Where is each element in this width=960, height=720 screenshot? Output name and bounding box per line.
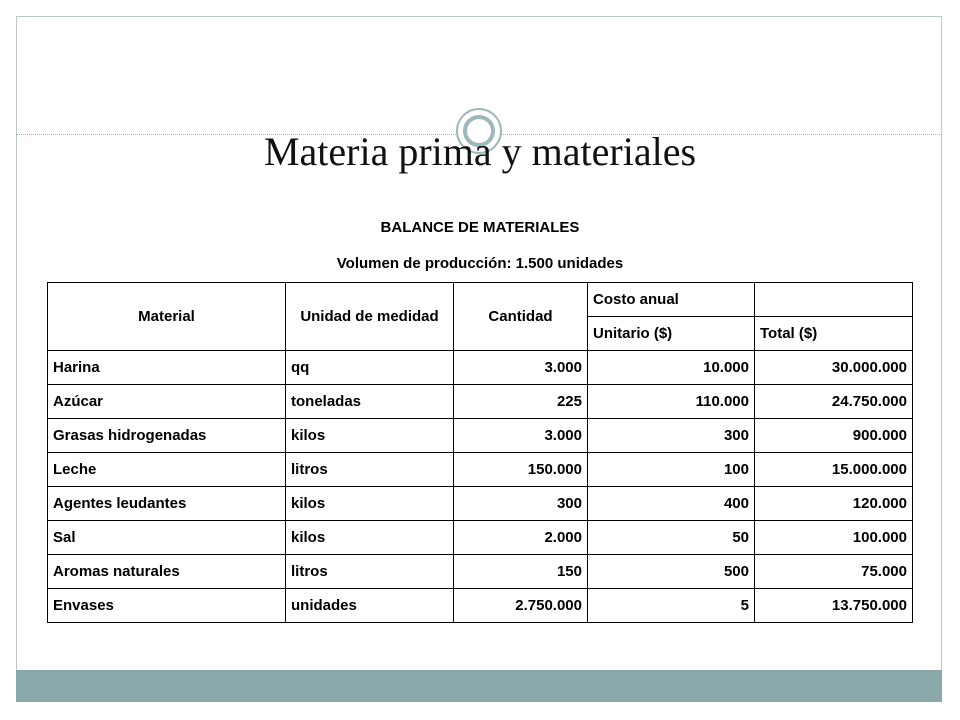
- table-row: [48, 555, 913, 589]
- header-total: Total ($): [755, 317, 913, 351]
- cell-unit: litros: [286, 555, 454, 589]
- table-row: [48, 385, 913, 419]
- cell-total: 120.000: [755, 487, 913, 521]
- cell-material: Grasas hidrogenadas: [48, 419, 286, 453]
- header-unit-cost: Unitario ($): [588, 317, 755, 351]
- header-annual-cost: Costo anual: [588, 283, 755, 317]
- cell-unit: unidades: [286, 589, 454, 623]
- cell-material: Sal: [48, 521, 286, 555]
- cell-total: 13.750.000: [755, 589, 913, 623]
- header-empty-cell: [755, 283, 913, 317]
- slide-title: Materia prima y materiales: [263, 129, 697, 174]
- cell-material: Agentes leudantes: [48, 487, 286, 521]
- cell-unit: kilos: [286, 487, 454, 521]
- cell-total: 15.000.000: [755, 453, 913, 487]
- cell-unit-cost: 110.000: [588, 385, 755, 419]
- cell-quantity: 300: [454, 487, 588, 521]
- cell-total: 900.000: [755, 419, 913, 453]
- cell-unit-cost: 5: [588, 589, 755, 623]
- cell-quantity: 150.000: [454, 453, 588, 487]
- cell-unit-cost: 300: [588, 419, 755, 453]
- cell-unit-cost: 50: [588, 521, 755, 555]
- table-caption: BALANCE DE MATERIALES: [380, 219, 580, 236]
- cell-total: 30.000.000: [755, 351, 913, 385]
- cell-total: 75.000: [755, 555, 913, 589]
- cell-unit: kilos: [286, 521, 454, 555]
- cell-total: 100.000: [755, 521, 913, 555]
- cell-material: Envases: [48, 589, 286, 623]
- cell-unit-cost: 100: [588, 453, 755, 487]
- cell-quantity: 3.000: [454, 419, 588, 453]
- production-volume: Volumen de producción: 1.500 unidades: [336, 255, 624, 272]
- cell-unit-cost: 500: [588, 555, 755, 589]
- header-material: Material: [48, 283, 286, 351]
- cell-unit: qq: [286, 351, 454, 385]
- cell-material: Azúcar: [48, 385, 286, 419]
- cell-unit-cost: 10.000: [588, 351, 755, 385]
- cell-unit: kilos: [286, 419, 454, 453]
- footer-accent-bar: [16, 670, 942, 702]
- cell-quantity: 225: [454, 385, 588, 419]
- table-row: [48, 351, 913, 385]
- cell-quantity: 3.000: [454, 351, 588, 385]
- cell-material: Leche: [48, 453, 286, 487]
- table-row: [48, 487, 913, 521]
- table-row: [48, 453, 913, 487]
- table-row: [48, 521, 913, 555]
- table-row: [48, 419, 913, 453]
- header-unit: Unidad de medidad: [286, 283, 454, 351]
- materials-table: [47, 282, 913, 623]
- cell-unit: toneladas: [286, 385, 454, 419]
- cell-material: Harina: [48, 351, 286, 385]
- cell-material: Aromas naturales: [48, 555, 286, 589]
- cell-total: 24.750.000: [755, 385, 913, 419]
- cell-quantity: 2.000: [454, 521, 588, 555]
- header-quantity: Cantidad: [454, 283, 588, 351]
- cell-quantity: 150: [454, 555, 588, 589]
- cell-unit: litros: [286, 453, 454, 487]
- cell-unit-cost: 400: [588, 487, 755, 521]
- table-row: [48, 589, 913, 623]
- cell-quantity: 2.750.000: [454, 589, 588, 623]
